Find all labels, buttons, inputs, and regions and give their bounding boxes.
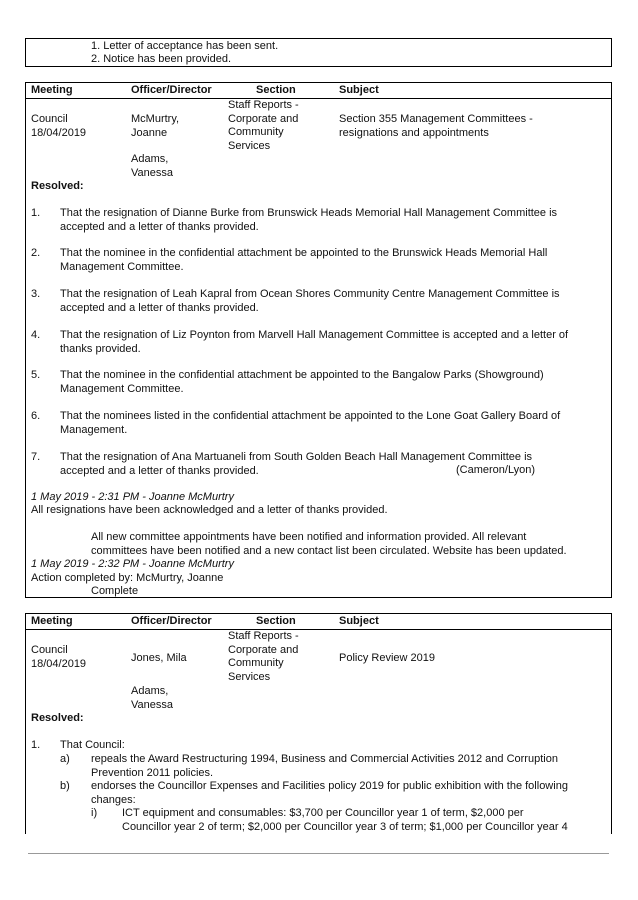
- record-1-header: [26, 83, 611, 99]
- header-officer: Officer/Director: [131, 615, 212, 627]
- mover-seconder: (Cameron/Lyon): [456, 464, 536, 476]
- policy-item-number: 1.: [31, 739, 41, 751]
- record-1-officer: McMurtry, Joanne: [131, 113, 180, 139]
- record-2-officer-2: Adams, Vanessa: [131, 685, 173, 711]
- status-complete: Complete: [91, 585, 139, 597]
- resolution-item-5: 5. That the nominee in the confidential attachment be appointed to the Bangalow Parks (Showground) Management Committee.: [31, 369, 544, 395]
- resolution-item-2: 2. That the nominee in the confidential attachment be appointed to the Brunswick Heads Memorial Hall Management Committee.: [31, 247, 548, 273]
- note-2-text: All new committee appointments have been notified and information provided. All relevant committees have been notified and a new contact list been circulated. Website has been updated.: [91, 531, 567, 557]
- sub-item-a-label: a): [60, 753, 70, 765]
- resolution-item-6: 6. That the nominees listed in the confidential attachment be appointed to the Lone Goat Gallery Board of Management.: [31, 410, 561, 436]
- sub-item-i-text: ICT equipment and consumables: $3,700 per Councillor year 1 of term, $2,000 per Councillor year 2 of term; $2,000 per Councillor year 3 of term; $1,000 per Councillor year 4: [122, 807, 568, 833]
- record-1-meeting: Council 18/04/2019: [31, 113, 87, 139]
- action-line-2: 2. Notice has been provided.: [91, 53, 232, 65]
- record-2-meeting: Council 18/04/2019: [31, 644, 87, 670]
- record-1-officer-2: Adams, Vanessa: [131, 153, 173, 179]
- page-footer-rule: [28, 853, 609, 854]
- record-2-resolved-label: Resolved:: [31, 712, 84, 724]
- header-section: Section: [256, 615, 296, 627]
- record-1-resolved-label: Resolved:: [31, 180, 84, 192]
- resolution-item-4: 4. That the resignation of Liz Poynton from Marvell Hall Management Committee is accepted and a letter of thanks provided.: [31, 329, 569, 355]
- sub-item-b-text: endorses the Councillor Expenses and Facilities policy 2019 for public exhibition with the following changes:: [91, 780, 568, 806]
- header-officer: Officer/Director: [131, 84, 212, 96]
- previous-record-tail: [25, 38, 612, 67]
- resolution-item-3: 3. That the resignation of Leah Kapral from Ocean Shores Community Centre Management Committee is accepted and a letter of thanks provided.: [31, 288, 560, 314]
- record-1-subject: Section 355 Management Committees - resignations and appointments: [339, 113, 533, 139]
- note-2-timestamp: 1 May 2019 - 2:32 PM - Joanne McMurtry: [31, 558, 234, 570]
- record-1-section: Staff Reports - Corporate and Community Services: [228, 99, 299, 152]
- action-line-1: 1. Letter of acceptance has been sent.: [91, 40, 279, 52]
- record-2-officer: Jones, Mila: [131, 652, 187, 664]
- resolution-item-1: 1. That the resignation of Dianne Burke from Brunswick Heads Memorial Hall Management Committee is accepted and a letter of thanks provided.: [31, 207, 558, 233]
- sub-item-i-label: i): [91, 807, 98, 819]
- record-2-header: [26, 614, 611, 630]
- record-2-section: Staff Reports - Corporate and Community Services: [228, 630, 299, 683]
- policy-item-text: That Council:: [60, 739, 125, 751]
- note-1-text: All resignations have been acknowledged and a letter of thanks provided.: [31, 504, 388, 516]
- action-completed-by: Action completed by: McMurtry, Joanne: [31, 572, 224, 584]
- header-section: Section: [256, 84, 296, 96]
- header-subject: Subject: [339, 84, 379, 96]
- header-subject: Subject: [339, 615, 379, 627]
- sub-item-a-text: repeals the Award Restructuring 1994, Business and Commercial Activities 2012 and Corruption Prevention 2011 policies.: [91, 753, 558, 779]
- header-meeting: Meeting: [31, 615, 73, 627]
- record-1: [25, 82, 612, 598]
- note-1-timestamp: 1 May 2019 - 2:31 PM - Joanne McMurtry: [31, 491, 234, 503]
- sub-item-b-label: b): [60, 780, 70, 792]
- resolution-item-7: 7. That the resignation of Ana Martuaneli from South Golden Beach Hall Management Committee is accepted and a letter of thanks provided.: [31, 451, 533, 477]
- record-2-subject: Policy Review 2019: [339, 652, 435, 664]
- header-meeting: Meeting: [31, 84, 73, 96]
- record-2: [25, 613, 612, 834]
